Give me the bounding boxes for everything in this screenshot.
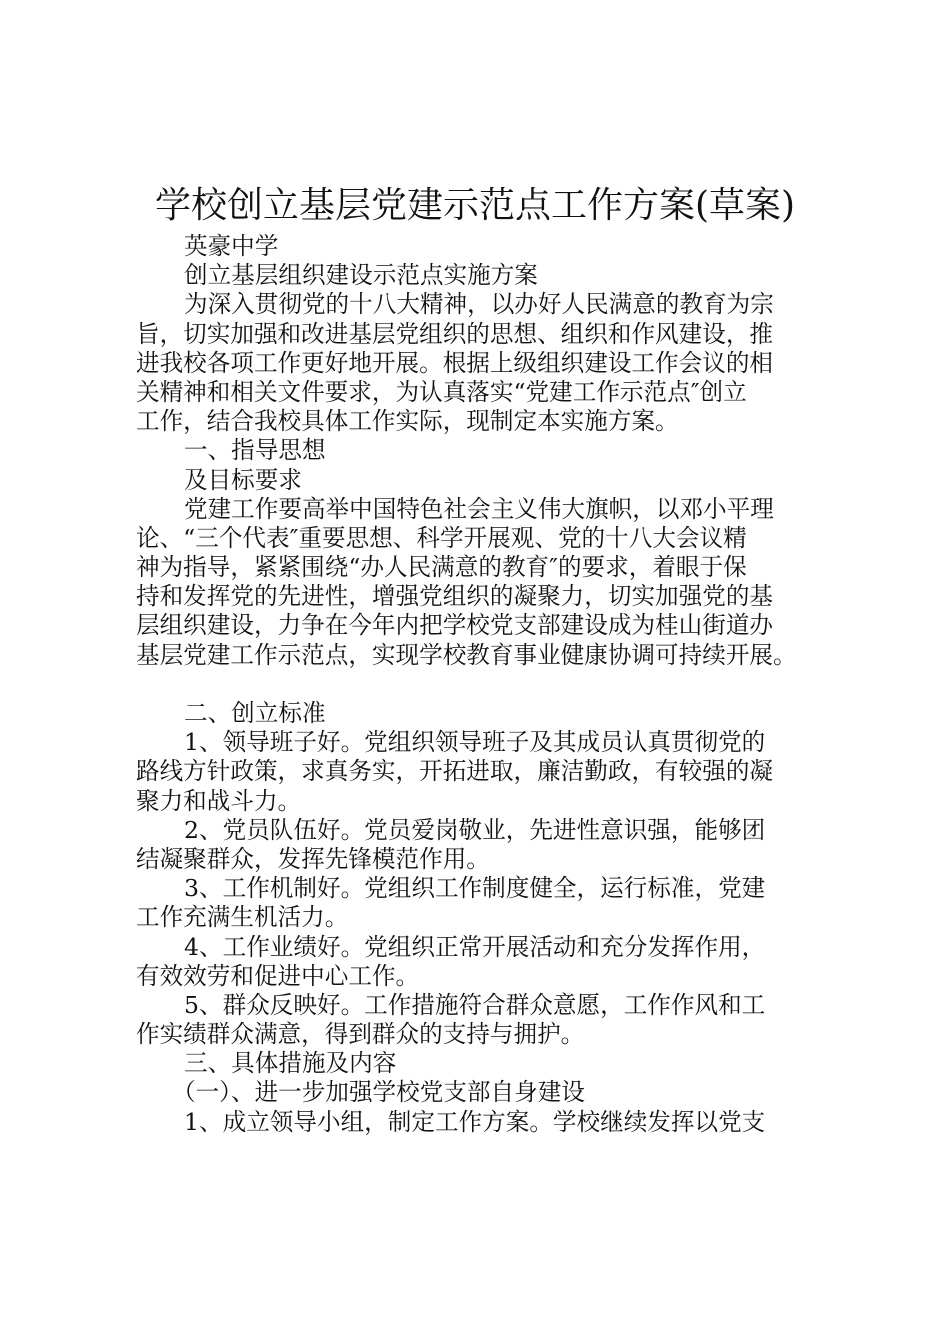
paragraph-line: 有效效劳和促进中心工作。	[136, 961, 420, 990]
subtitle-line: 创立基层组织建设示范点实施方案	[184, 261, 538, 290]
paragraph-line: 神为指导，紧紧围绕“办人民满意的教育″的要求，着眼于保	[136, 553, 747, 582]
paragraph-line: 持和发挥党的先进性，增强党组织的凝聚力，切实加强党的基	[136, 582, 774, 611]
blank-line	[136, 670, 836, 699]
paragraph-line: 工作充满生机活力。	[136, 903, 349, 932]
document-body	[136, 232, 836, 1137]
paragraph-line: 论、“三个代表″重要思想、科学开展观、党的十八大会议精	[136, 523, 747, 552]
paragraph-line: 结凝聚群众，发挥先锋模范作用。	[136, 844, 490, 873]
paragraph-line: 层组织建设，力争在今年内把学校党支部建设成为桂山街道办	[136, 611, 774, 640]
paragraph-line: 为深入贯彻党的十八大精神，以办好人民满意的教育为宗	[184, 290, 774, 319]
paragraph-line: 1、成立领导小组，制定工作方案。学校继续发挥以党支	[184, 1107, 766, 1136]
paragraph-line: 聚力和战斗力。	[136, 786, 302, 815]
document-title: 学校创立基层党建示范点工作方案(草案)	[154, 185, 796, 226]
paragraph-line: 作实绩群众满意，得到群众的支持与拥护。	[136, 1020, 585, 1049]
paragraph-line: 党建工作要高举中国特色社会主义伟大旗帜，以邓小平理	[184, 494, 774, 523]
paragraph-line: 4、工作业绩好。党组织正常开展活动和充分发挥作用，	[184, 932, 766, 961]
paragraph-line: 工作，结合我校具体工作实际，现制定本实施方案。	[136, 407, 679, 436]
paragraph-line: 3、工作机制好。党组织工作制度健全，运行标准，党建	[184, 874, 766, 903]
paragraph-line: 旨，切实加强和改进基层党组织的思想、组织和作风建设，推	[136, 319, 774, 348]
paragraph-line: 5、群众反映好。工作措施符合群众意愿，工作作风和工	[184, 990, 766, 1019]
paragraph-line: 路线方针政策，求真务实，开拓进取，廉洁勤政，有较强的凝	[136, 757, 774, 786]
school-name-line: 英豪中学	[184, 232, 279, 260]
paragraph-line: 1、领导班子好。党组织领导班子及其成员认真贯彻党的	[184, 728, 766, 757]
paragraph-line: 关精神和相关文件要求，为认真落实“党建工作示范点″创立	[136, 377, 747, 406]
section-heading: 及目标要求	[184, 465, 302, 494]
section-heading: 一、指导思想	[184, 436, 326, 465]
subsection-heading: （一）、进一步加强学校党支部自身建设	[172, 1078, 585, 1107]
section-heading: 三、具体措施及内容	[184, 1049, 397, 1078]
paragraph-line: 基层党建工作示范点，实现学校教育事业健康协调可持续开展。	[136, 640, 797, 669]
paragraph-line: 2、党员队伍好。党员爱岗敬业，先进性意识强，能够团	[184, 815, 766, 844]
section-heading: 二、创立标准	[184, 699, 326, 727]
paragraph-line: 进我校各项工作更好地开展。根据上级组织建设工作会议的相	[136, 348, 774, 377]
